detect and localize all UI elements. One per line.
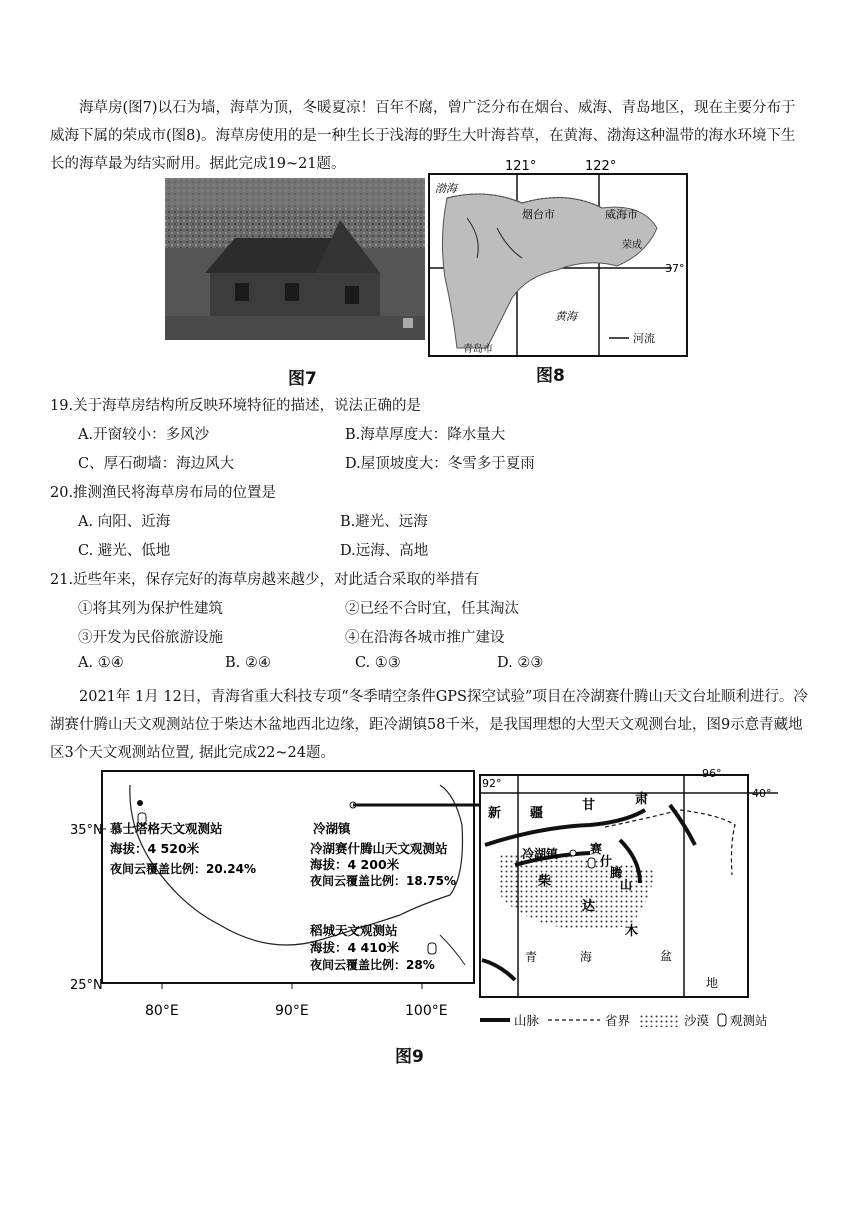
figure-9-map (70, 765, 815, 1035)
q20-stem: 20.推测渔民将海草房布局的位置是 (50, 485, 277, 501)
figure-8-caption: 图8 (536, 366, 565, 386)
q21-option-c: C. ①③ (355, 655, 401, 671)
q20-option-d: D.远海、高地 (340, 543, 429, 559)
station3-name: 稻城天文观测站 (310, 923, 398, 938)
inset-su-label: 肃 (635, 792, 649, 807)
q21-statement-3: ③开发为民俗旅游设施 (78, 630, 223, 646)
lon-122-label: 122° (585, 159, 617, 174)
figure-9-caption: 图9 (395, 1047, 424, 1067)
yantai-label: 烟台市 (522, 208, 555, 221)
lat-35n-label: 35°N (70, 823, 103, 838)
intro-paragraph-2: 2021年 1月 12日，青海省重大科技专项“冬季晴空条件GPS探空试验”项目在冷湖赛什腾山天文台址顺利进行。冷湖赛什腾山天文观测站位于柴达木盆地西北边缘，距冷湖镇58千米，是我国理想的大型天文观测台址，图9示意青藏地区3个天文观测站位置, 据此完成22~24题。 (50, 689, 808, 761)
inset-chai-label: 柴 (538, 874, 552, 889)
q21-statement-4: ④在沿海各城市推广建设 (345, 630, 505, 646)
lon-100e-label: 100°E (405, 1003, 448, 1019)
inset-shan-label: 山 (620, 878, 633, 892)
station2-cloud: 夜间云覆盖比例：18.75% (310, 874, 456, 888)
station2-altitude: 海拔：4 200米 (310, 857, 400, 872)
q21-option-b: B. ②④ (225, 655, 271, 671)
station-legend-icon (718, 1014, 726, 1026)
inset-lenghu-label: 冷湖镇 (522, 847, 559, 861)
bohai-label: 渤海 (435, 182, 457, 195)
inset-teng-label: 腾 (610, 866, 623, 880)
q19-option-b: B.海草厚度大：降水量大 (345, 427, 506, 443)
lon-90e-label: 90°E (275, 1003, 309, 1019)
river-legend-label: 河流 (633, 332, 655, 345)
station1-name: 慕士塔格天文观测站 (110, 821, 223, 836)
huanghai-label: 黄海 (555, 310, 577, 323)
q19-option-a: A.开窗较小：多风沙 (78, 427, 210, 443)
station1-altitude: 海拔：4 520米 (110, 841, 200, 856)
inset-jiang-label: 疆 (530, 806, 544, 821)
lon-80e-label: 80°E (145, 1003, 179, 1019)
inset-gan-label: 甘 (582, 798, 596, 813)
inset-lat-40-label: 40° (752, 787, 772, 800)
rongcheng-label: 荣成 (622, 240, 642, 251)
station3-altitude: 海拔：4 410米 (310, 940, 400, 955)
inset-da-label: 达 (582, 899, 596, 914)
inset-sai-label: 赛 (590, 842, 603, 856)
q21-stem: 21.近些年来，保存完好的海草房越来越少，对此适合采取的举措有 (50, 572, 480, 588)
desert-legend-label: 沙漠 (684, 1013, 710, 1028)
q21-statement-1: ①将其列为保护性建筑 (78, 601, 223, 617)
lat-37-label: 37° (665, 262, 685, 275)
inset-hai-label: 海 (580, 950, 593, 964)
lat-25n-label: 25°N (70, 978, 103, 993)
border-legend-label: 省界 (605, 1013, 631, 1028)
figure-7-caption: 图7 (288, 369, 317, 389)
station3-cloud: 夜间云覆盖比例：28% (310, 958, 435, 972)
intro-paragraph-1: 海草房(图7)以石为墙，海草为顶，冬暖夏凉！百年不腐，曾广泛分布在烟台、威海、青岛地区，现在主要分布于威海下属的荣成市(图8)。海草房使用的是一种生长于浅海的野生大叶海苔草，在黄海、渤海这种温带的海水环境下生长的海草最为结实耐用。据此完成19~21题。 (50, 100, 796, 172)
inset-pen-label: 盆 (660, 949, 673, 963)
inset-qing-label: 青 (525, 950, 538, 964)
q19-stem: 19.关于海草房结构所反映环境特征的描述，说法正确的是 (50, 398, 422, 414)
desert-legend-icon (640, 1013, 680, 1027)
q20-option-b: B.避光、远海 (340, 514, 428, 530)
q21-statement-2: ②已经不合时宜，任其淘汰 (345, 601, 519, 617)
mountain-legend-label: 山脉 (514, 1013, 540, 1028)
figure-8-map (427, 158, 689, 358)
inset-lon-92-label: 92° (482, 777, 502, 790)
station-legend-label: 观测站 (730, 1013, 768, 1028)
q20-option-c: C. 避光、低地 (78, 543, 171, 559)
inset-lon-96-label: 96° (702, 767, 722, 780)
q19-option-c: C、厚石砌墙：海边风大 (78, 456, 235, 472)
q21-option-a: A. ①④ (78, 655, 124, 671)
inset-di-label: 地 (706, 976, 719, 990)
q21-option-d: D. ②③ (497, 655, 544, 671)
q20-option-a: A. 向阳、近海 (78, 514, 171, 530)
weihai-label: 威海市 (605, 208, 638, 221)
station1-cloud: 夜间云覆盖比例：20.24% (110, 862, 256, 876)
inset-mu-label: 木 (625, 924, 639, 939)
inset-xin-label: 新 (488, 806, 502, 821)
station2-name: 冷湖赛什腾山天文观测站 (310, 841, 448, 856)
qingdao-label: 青岛市 (463, 344, 493, 355)
figure-7-photo (165, 178, 425, 340)
q19-option-d: D.屋顶坡度大：冬雪多于夏雨 (345, 456, 535, 472)
lenghu-town-label: 冷湖镇 (313, 821, 351, 836)
lon-121-label: 121° (505, 159, 537, 174)
inset-shi-label: 什 (600, 854, 613, 868)
